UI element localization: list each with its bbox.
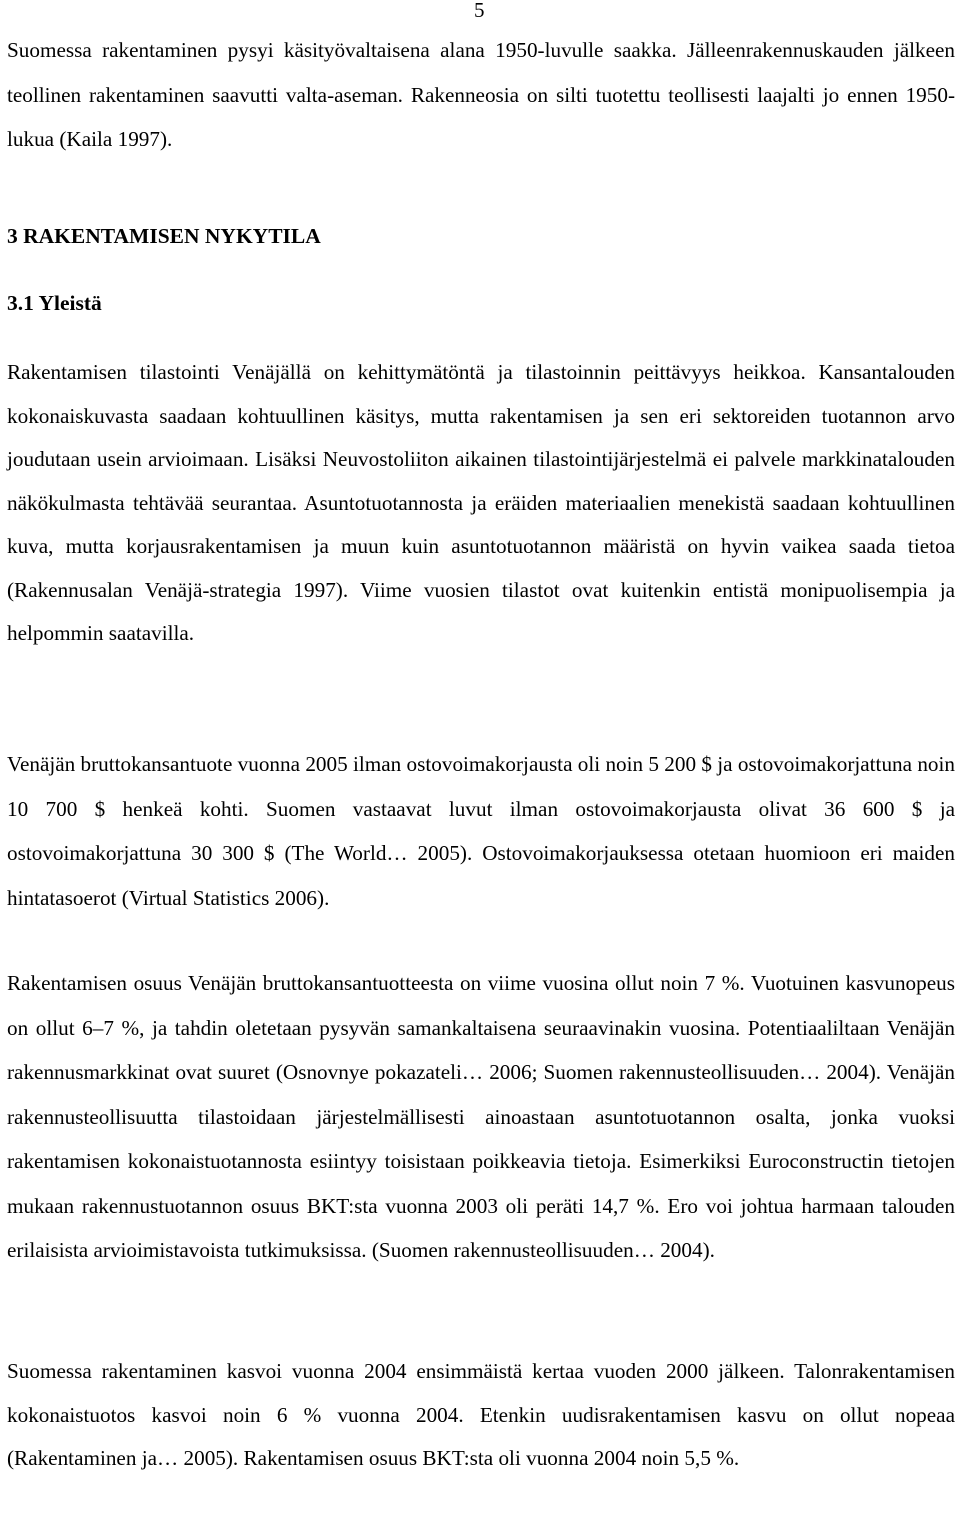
body-paragraph-finland-growth: Suomessa rakentaminen kasvoi vuonna 2004 ensimmäistä kertaa vuoden 2000 jälkeen. Talonrakentamisen kokonaistuotos kasvoi noin 6 % vuonna 2004. Etenkin uudisrakentamisen kasvu on ollut nopeaa (Rakentaminen ja… 2005). Rakentamisen osuus BKT:sta oli vuonna 2004 noin 5,5 %. [7, 1359, 955, 1470]
body-paragraph-statistics: Rakentamisen tilastointi Venäjällä on kehittymätöntä ja tilastoinnin peittävyys heikkoa. Kansantalouden kokonaiskuvasta saadaan kohtuullinen käsitys, mutta rakentamisen ja sen eri sektoreiden tuotannon arvo joudutaan usein arvioimaan. Lisäksi Neuvostoliiton aikainen tilastointijärjestelmä ei palvele markkinatalouden näkökulmasta tehtävää seurantaa. Asuntotuotannosta ja eräiden materiaalien menekistä saadaan kohtuullinen kuva, mutta korjausrakentamisen ja muun kuin asuntotuotannon määristä on hyvin vaikea saada tietoa (Rakennusalan Venäjä-strategia 1997). Viime vuosien tilastot ovat kuitenkin entistä monipuolisempia ja helpommin saatavilla. [7, 360, 955, 645]
subsection-heading: 3.1 Yleistä [7, 291, 102, 315]
body-paragraph-gdp: Venäjän bruttokansantuote vuonna 2005 ilman ostovoimakorjausta oli noin 5 200 $ ja ostovoimakorjattuna noin 10 700 $ henkeä kohti. Suomen vastaavat luvut ilman ostovoimakorjausta olivat 36 600 $ ja ostovoimakorjattuna 30 300 $ (The World… 2005). Ostovoimakorjauksessa otetaan huomioon eri maiden hintatasoerot (Virtual Statistics 2006). [7, 752, 955, 910]
intro-paragraph: Suomessa rakentaminen pysyi käsityövaltaisena alana 1950-luvulle saakka. Jälleenrakennuskauden jälkeen teollinen rakentaminen saavutti valta-aseman. Rakenneosia on silti tuotettu teollisesti laajalti jo ennen 1950-lukua (Kaila 1997). [7, 38, 955, 151]
body-paragraph-construction-share: Rakentamisen osuus Venäjän bruttokansantuotteesta on viime vuosina ollut noin 7 %. Vuotuinen kasvunopeus on ollut 6–7 %, ja tahdin oletetaan pysyvän samankaltaisena seuraavinakin vuosina. Potentiaaliltaan Venäjän rakennusmarkkinat ovat suuret (Osnovnye pokazateli… 2006; Suomen rakennusteollisuuden… 2004). Venäjän rakennusteollisuutta tilastoidaan järjestelmällisesti ainoastaan asuntotuotannon osalta, jonka vuoksi rakentamisen kokonaistuotannosta esiintyy toisistaan poikkeavia tietoja. Esimerkiksi Euroconstructin tietojen mukaan rakennustuotannon osuus BKT:sta vuonna 2003 oli peräti 14,7 %. Ero voi johtua harmaan talouden erilaisista arvioimistavoista tutkimuksissa. (Suomen rakennusteollisuuden… 2004). [7, 971, 955, 1262]
section-heading: 3 RAKENTAMISEN NYKYTILA [7, 224, 321, 248]
page-number: 5 [474, 0, 485, 22]
